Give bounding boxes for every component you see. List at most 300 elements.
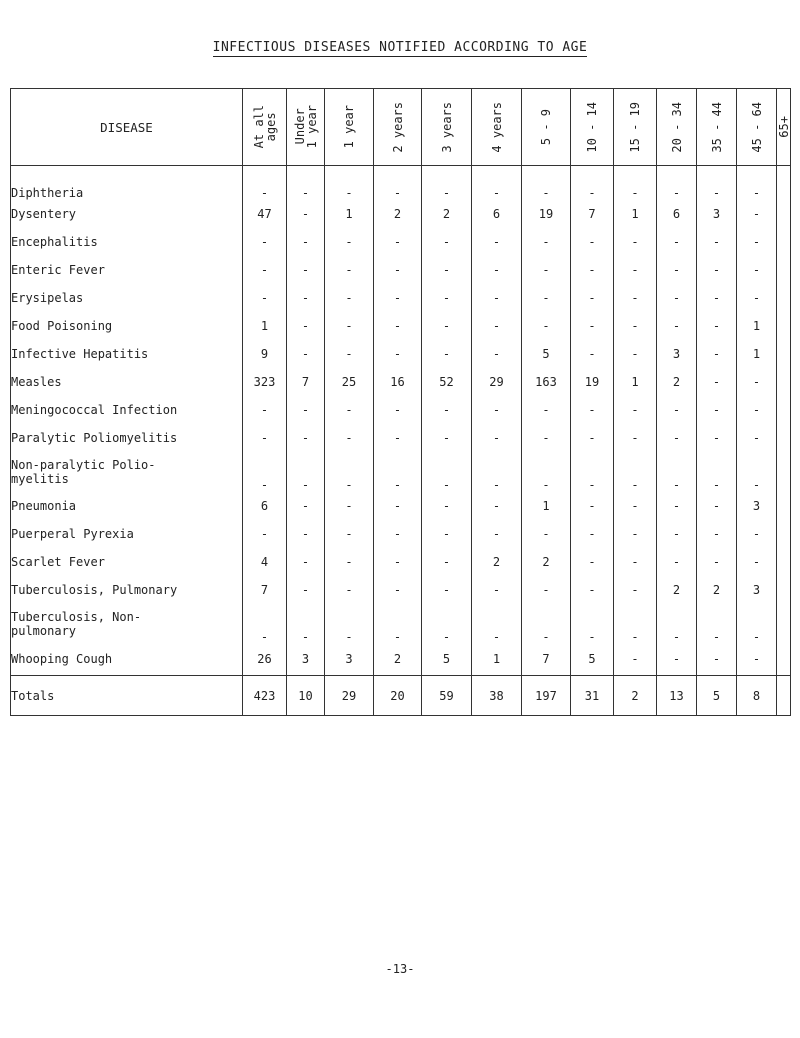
case-count: 16	[374, 368, 422, 396]
case-count: -	[243, 284, 287, 312]
case-count: -	[614, 256, 657, 284]
case-count: -	[422, 576, 472, 604]
infectious-diseases-table	[10, 88, 791, 716]
case-count: -	[287, 492, 325, 520]
case-count: -	[571, 312, 614, 340]
case-count: -	[737, 228, 777, 256]
case-count: -	[287, 396, 325, 424]
case-count: 3	[697, 200, 737, 228]
case-count: -	[614, 576, 657, 604]
age-column-header	[287, 89, 325, 166]
case-count: -	[614, 492, 657, 520]
case-count: -	[697, 166, 737, 200]
case-count	[777, 548, 791, 576]
age-column-header	[657, 89, 697, 166]
case-count: -	[522, 452, 571, 492]
case-count: -	[571, 452, 614, 492]
case-count: -	[325, 576, 374, 604]
case-count: -	[472, 228, 522, 256]
case-count: -	[737, 368, 777, 396]
case-count: -	[522, 396, 571, 424]
case-count: -	[522, 166, 571, 200]
case-count: -	[243, 424, 287, 452]
case-count: 19	[522, 200, 571, 228]
case-count: -	[697, 548, 737, 576]
case-count: 1	[243, 312, 287, 340]
case-count: 323	[243, 368, 287, 396]
disease-name: Diphtheria	[11, 166, 243, 200]
case-count: -	[374, 492, 422, 520]
case-count: -	[737, 604, 777, 644]
case-count: 52	[422, 368, 472, 396]
case-count: -	[737, 256, 777, 284]
case-count: 2	[614, 676, 657, 716]
case-count: -	[325, 604, 374, 644]
case-count: -	[522, 228, 571, 256]
case-count: -	[243, 256, 287, 284]
case-count	[777, 492, 791, 520]
case-count: -	[325, 520, 374, 548]
page-number: -13-	[385, 962, 415, 976]
case-count: -	[422, 284, 472, 312]
case-count: -	[657, 166, 697, 200]
case-count: -	[697, 452, 737, 492]
disease-name: Tuberculosis, Pulmonary	[11, 576, 243, 604]
disease-name: Erysipelas	[11, 284, 243, 312]
case-count: -	[614, 284, 657, 312]
case-count: -	[697, 340, 737, 368]
case-count: -	[571, 166, 614, 200]
case-count: -	[287, 604, 325, 644]
case-count: 7	[243, 576, 287, 604]
case-count: 1	[325, 200, 374, 228]
disease-name: Food Poisoning	[11, 312, 243, 340]
case-count: -	[422, 604, 472, 644]
case-count: -	[522, 576, 571, 604]
case-count: 2	[374, 200, 422, 228]
age-column-header	[325, 89, 374, 166]
case-count: -	[657, 644, 697, 676]
case-count: -	[287, 520, 325, 548]
disease-name: Puerperal Pyrexia	[11, 520, 243, 548]
case-count: -	[571, 604, 614, 644]
case-count: -	[287, 284, 325, 312]
case-count: 29	[325, 676, 374, 716]
case-count: 3	[325, 644, 374, 676]
case-count: 2	[374, 644, 422, 676]
case-count: 59	[422, 676, 472, 716]
table-row	[11, 604, 791, 644]
disease-name: Measles	[11, 368, 243, 396]
case-count: -	[374, 576, 422, 604]
table-row	[11, 576, 791, 604]
case-count: -	[697, 256, 737, 284]
case-count: -	[325, 396, 374, 424]
case-count: -	[472, 424, 522, 452]
case-count: 1	[472, 644, 522, 676]
case-count: 1	[737, 312, 777, 340]
case-count: -	[657, 228, 697, 256]
case-count	[777, 284, 791, 312]
table-row	[11, 492, 791, 520]
case-count: -	[614, 312, 657, 340]
case-count: -	[287, 576, 325, 604]
case-count: -	[571, 284, 614, 312]
case-count: -	[737, 644, 777, 676]
case-count: -	[287, 228, 325, 256]
case-count: -	[287, 166, 325, 200]
case-count: 7	[522, 644, 571, 676]
case-count: -	[522, 424, 571, 452]
case-count: 3	[287, 644, 325, 676]
table-row	[11, 424, 791, 452]
disease-name: Non-paralytic Polio- myelitis	[11, 452, 243, 492]
case-count: -	[374, 604, 422, 644]
case-count: 13	[657, 676, 697, 716]
case-count: -	[374, 256, 422, 284]
case-count: 31	[571, 676, 614, 716]
case-count: -	[422, 452, 472, 492]
case-count: -	[243, 520, 287, 548]
case-count: -	[657, 492, 697, 520]
age-column-header	[777, 89, 791, 166]
age-column-label: 1 year	[342, 105, 356, 149]
disease-name: Paralytic Poliomyelitis	[11, 424, 243, 452]
page-title: INFECTIOUS DISEASES NOTIFIED ACCORDING TO AGE	[212, 40, 588, 55]
case-count: 1	[614, 200, 657, 228]
table-row	[11, 396, 791, 424]
case-count: -	[657, 396, 697, 424]
age-column-header	[522, 89, 571, 166]
age-column-label: 20 - 34	[669, 101, 684, 153]
case-count: 2	[522, 548, 571, 576]
case-count: 25	[325, 368, 374, 396]
case-count: -	[325, 256, 374, 284]
case-count: -	[243, 396, 287, 424]
case-count: -	[374, 228, 422, 256]
case-count: 38	[472, 676, 522, 716]
case-count: -	[325, 492, 374, 520]
case-count: 1	[522, 492, 571, 520]
case-count: -	[325, 548, 374, 576]
case-count: -	[697, 604, 737, 644]
case-count: -	[325, 452, 374, 492]
disease-name: Enteric Fever	[11, 256, 243, 284]
case-count: -	[325, 284, 374, 312]
case-count: -	[657, 424, 697, 452]
case-count: 5	[522, 340, 571, 368]
disease-column-header: DISEASE	[11, 89, 243, 166]
case-count: 2	[657, 576, 697, 604]
case-count: -	[287, 340, 325, 368]
case-count: -	[422, 492, 472, 520]
age-column-header	[571, 89, 614, 166]
case-count: -	[737, 520, 777, 548]
case-count: -	[422, 424, 472, 452]
case-count	[777, 576, 791, 604]
case-count: -	[571, 396, 614, 424]
case-count: -	[614, 396, 657, 424]
table-row	[11, 548, 791, 576]
case-count: -	[422, 520, 472, 548]
case-count	[777, 368, 791, 396]
case-count: -	[657, 452, 697, 492]
case-count: -	[571, 492, 614, 520]
case-count: -	[614, 166, 657, 200]
case-count	[777, 676, 791, 716]
table-row	[11, 452, 791, 492]
case-count: 3	[737, 576, 777, 604]
case-count: 2	[472, 548, 522, 576]
table-row	[11, 312, 791, 340]
case-count: -	[657, 312, 697, 340]
case-count: 10	[287, 676, 325, 716]
case-count: -	[737, 424, 777, 452]
disease-name: Tuberculosis, Non- pulmonary	[11, 604, 243, 644]
case-count: -	[472, 284, 522, 312]
age-column-header	[737, 89, 777, 166]
case-count: 3	[657, 340, 697, 368]
case-count: -	[472, 520, 522, 548]
case-count	[777, 228, 791, 256]
age-column-label: 2 years	[390, 101, 405, 153]
case-count: 2	[657, 368, 697, 396]
age-column-header	[374, 89, 422, 166]
case-count: -	[472, 256, 522, 284]
case-count	[777, 396, 791, 424]
age-column-header	[243, 89, 287, 166]
case-count: -	[287, 312, 325, 340]
case-count: 9	[243, 340, 287, 368]
table-row	[11, 520, 791, 548]
case-count: -	[325, 340, 374, 368]
case-count: -	[422, 548, 472, 576]
case-count: -	[472, 166, 522, 200]
case-count: -	[522, 284, 571, 312]
case-count: -	[614, 548, 657, 576]
age-column-label: 65+	[776, 116, 791, 138]
case-count	[777, 604, 791, 644]
case-count: -	[472, 452, 522, 492]
table-row	[11, 200, 791, 228]
case-count: -	[472, 576, 522, 604]
case-count: -	[657, 548, 697, 576]
case-count: 2	[422, 200, 472, 228]
case-count: 5	[697, 676, 737, 716]
case-count: -	[325, 228, 374, 256]
case-count: -	[571, 576, 614, 604]
age-column-label: 3 years	[439, 101, 454, 153]
case-count: 29	[472, 368, 522, 396]
case-count: 5	[422, 644, 472, 676]
case-count: -	[522, 604, 571, 644]
case-count: -	[614, 644, 657, 676]
case-count: -	[287, 200, 325, 228]
case-count	[777, 200, 791, 228]
age-column-label: 4 years	[489, 101, 504, 153]
case-count: -	[472, 492, 522, 520]
age-column-header	[697, 89, 737, 166]
case-count: -	[325, 424, 374, 452]
age-column-header	[422, 89, 472, 166]
case-count: -	[737, 166, 777, 200]
totals-row	[11, 676, 791, 716]
age-column-label: 15 - 19	[628, 101, 642, 153]
age-column-header	[472, 89, 522, 166]
case-count: -	[614, 452, 657, 492]
case-count: -	[697, 228, 737, 256]
case-count: -	[697, 492, 737, 520]
disease-name: Scarlet Fever	[11, 548, 243, 576]
case-count: 7	[287, 368, 325, 396]
case-count: -	[472, 340, 522, 368]
case-count: -	[571, 228, 614, 256]
case-count: -	[422, 228, 472, 256]
case-count: -	[697, 644, 737, 676]
case-count: -	[657, 256, 697, 284]
case-count: -	[697, 284, 737, 312]
case-count: -	[374, 424, 422, 452]
case-count: -	[472, 396, 522, 424]
case-count: -	[243, 604, 287, 644]
case-count: 6	[657, 200, 697, 228]
case-count: 6	[243, 492, 287, 520]
case-count: -	[522, 256, 571, 284]
case-count	[777, 312, 791, 340]
case-count: 26	[243, 644, 287, 676]
case-count: -	[737, 548, 777, 576]
disease-name: Pneumonia	[11, 492, 243, 520]
case-count: 19	[571, 368, 614, 396]
case-count: -	[522, 520, 571, 548]
case-count: -	[571, 340, 614, 368]
table-row	[11, 256, 791, 284]
case-count: -	[422, 340, 472, 368]
case-count: 47	[243, 200, 287, 228]
case-count: -	[243, 166, 287, 200]
disease-name: Totals	[11, 676, 243, 716]
case-count: -	[374, 520, 422, 548]
case-count: -	[422, 166, 472, 200]
age-column-label: 10 - 14	[585, 101, 599, 153]
case-count: -	[614, 604, 657, 644]
case-count: -	[287, 424, 325, 452]
case-count: -	[287, 548, 325, 576]
case-count: -	[243, 228, 287, 256]
case-count: -	[374, 548, 422, 576]
case-count: 4	[243, 548, 287, 576]
case-count: -	[571, 548, 614, 576]
case-count: -	[472, 312, 522, 340]
case-count: -	[374, 166, 422, 200]
case-count: 8	[737, 676, 777, 716]
case-count: -	[697, 424, 737, 452]
case-count: -	[657, 284, 697, 312]
case-count: 423	[243, 676, 287, 716]
case-count: -	[737, 452, 777, 492]
case-count: -	[697, 396, 737, 424]
case-count	[777, 520, 791, 548]
disease-name: Whooping Cough	[11, 644, 243, 676]
case-count: -	[697, 368, 737, 396]
age-column-label: 35 - 44	[709, 101, 724, 153]
case-count: -	[657, 520, 697, 548]
case-count	[777, 340, 791, 368]
disease-name: Infective Hepatitis	[11, 340, 243, 368]
case-count: -	[287, 452, 325, 492]
age-column-label: 45 - 64	[749, 101, 764, 153]
case-count: -	[614, 228, 657, 256]
case-count: -	[472, 604, 522, 644]
case-count: -	[697, 520, 737, 548]
table-row	[11, 368, 791, 396]
case-count: -	[571, 424, 614, 452]
case-count: -	[374, 284, 422, 312]
case-count: 1	[614, 368, 657, 396]
case-count: -	[737, 284, 777, 312]
case-count: 6	[472, 200, 522, 228]
case-count: -	[325, 166, 374, 200]
case-count: -	[374, 340, 422, 368]
case-count: 2	[697, 576, 737, 604]
case-count: 20	[374, 676, 422, 716]
age-column-label: 5 - 9	[539, 108, 553, 146]
case-count: -	[422, 396, 472, 424]
case-count	[777, 166, 791, 200]
table-header-row	[11, 89, 791, 166]
table-row	[11, 284, 791, 312]
case-count: -	[614, 424, 657, 452]
case-count: 5	[571, 644, 614, 676]
case-count: -	[737, 200, 777, 228]
case-count: -	[374, 396, 422, 424]
case-count	[777, 424, 791, 452]
case-count: 163	[522, 368, 571, 396]
case-count: -	[374, 312, 422, 340]
case-count: -	[657, 604, 697, 644]
table-row	[11, 166, 791, 200]
case-count: 3	[737, 492, 777, 520]
case-count: -	[422, 312, 472, 340]
case-count: -	[422, 256, 472, 284]
case-count: 197	[522, 676, 571, 716]
case-count	[777, 256, 791, 284]
table-row	[11, 228, 791, 256]
case-count: -	[374, 452, 422, 492]
table-row	[11, 644, 791, 676]
case-count: -	[325, 312, 374, 340]
case-count: -	[614, 340, 657, 368]
age-column-label: Under 1 year	[292, 105, 319, 149]
case-count: -	[243, 452, 287, 492]
disease-name: Dysentery	[11, 200, 243, 228]
case-count: -	[614, 520, 657, 548]
case-count	[777, 452, 791, 492]
table-row	[11, 340, 791, 368]
case-count: 1	[737, 340, 777, 368]
disease-name: Encephalitis	[11, 228, 243, 256]
case-count: -	[571, 520, 614, 548]
age-column-header	[614, 89, 657, 166]
case-count	[777, 644, 791, 676]
case-count: -	[737, 396, 777, 424]
case-count: -	[522, 312, 571, 340]
case-count: -	[287, 256, 325, 284]
age-column-label: At all ages	[251, 105, 278, 149]
case-count: 7	[571, 200, 614, 228]
case-count: -	[697, 312, 737, 340]
case-count: -	[571, 256, 614, 284]
